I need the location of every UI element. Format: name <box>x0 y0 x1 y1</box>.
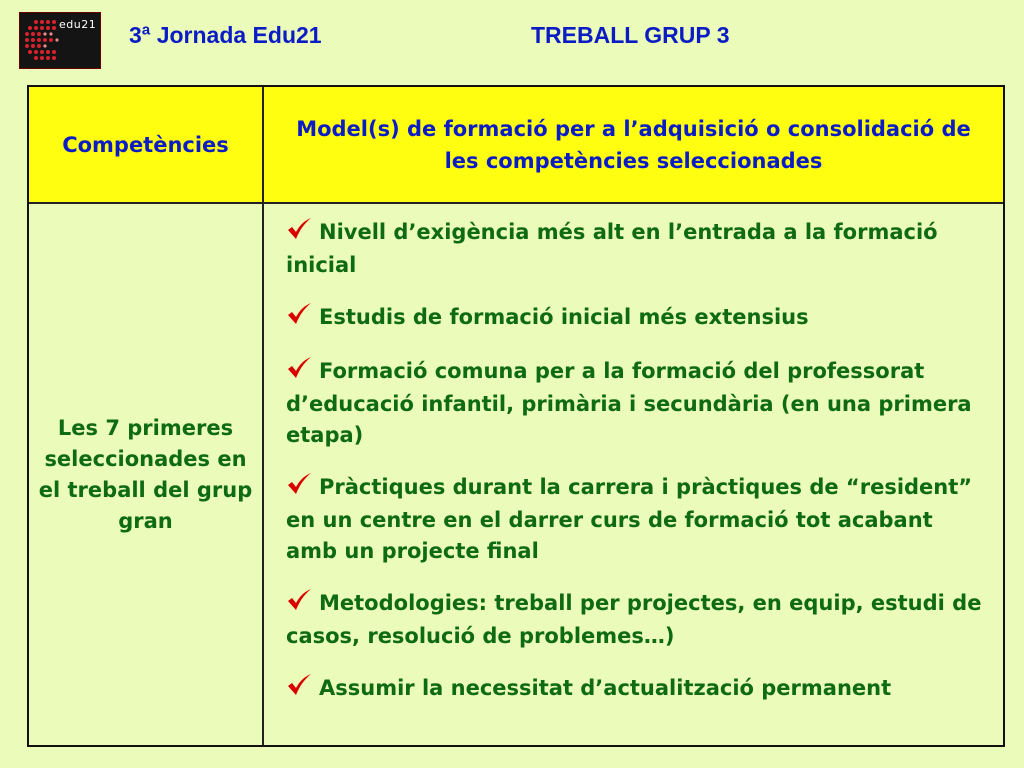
check-icon <box>286 356 319 389</box>
check-icon <box>286 673 319 706</box>
check-icon <box>286 472 319 505</box>
column-header-models <box>264 87 1003 202</box>
page-title: 3ª Jornada Edu21 <box>129 22 322 48</box>
competencies-cell <box>29 204 262 745</box>
check-icon <box>286 588 319 621</box>
list-item <box>286 217 991 281</box>
list-item-text: Nivell d’exigència més alt en l’entrada a la formació inicial <box>286 220 938 277</box>
list-item-text: Estudis de formació inicial més extensius <box>319 305 809 329</box>
column-divider <box>262 87 264 745</box>
column-header-models-label: Model(s) de formació per a l’adquisició o consolidació de les competències seleccionades <box>296 116 971 173</box>
list-item <box>286 588 991 652</box>
logo-text: edu21 <box>59 18 97 31</box>
group-title: TREBALL GRUP 3 <box>531 22 730 48</box>
list-item <box>286 356 991 451</box>
competencies-cell-text: Les 7 primeres seleccionades en el treball del grup gran <box>38 415 253 533</box>
column-header-competencies-label: Competències <box>62 132 229 157</box>
column-header-competencies <box>29 87 262 202</box>
list-item <box>286 472 991 567</box>
edu21-logo-icon <box>19 12 101 69</box>
list-item-text: Formació comuna per a la formació del professorat d’educació infantil, primària i secundària (en una primera etapa) <box>286 359 972 447</box>
list-item <box>286 673 991 706</box>
models-list <box>286 217 991 706</box>
competencies-table <box>27 85 1005 747</box>
list-item-text: Pràctiques durant la carrera i pràctiques de “resident” en un centre en el darrer curs de formació tot acabant amb un projecte final <box>286 475 973 563</box>
logo-dot-pattern <box>24 19 60 65</box>
list-item-text: Metodologies: treball per projectes, en equip, estudi de casos, resolució de problemes…) <box>286 591 982 648</box>
list-item-text: Assumir la necessitat d’actualització permanent <box>319 676 892 700</box>
check-icon <box>286 217 319 250</box>
check-icon <box>286 302 319 335</box>
list-item <box>286 302 991 335</box>
